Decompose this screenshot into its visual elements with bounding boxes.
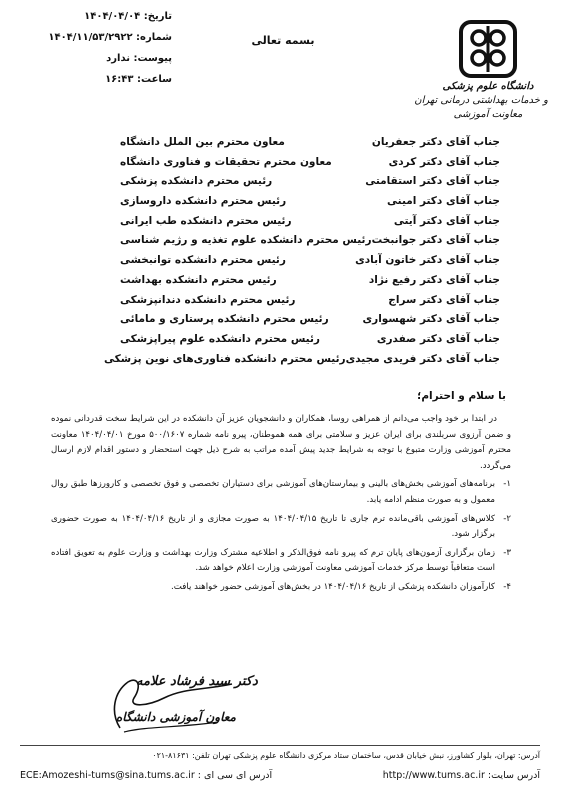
footer-email-label: آدرس ای سی ای : [197, 770, 273, 781]
recipient-name: جناب آقای دکتر کردی [388, 155, 500, 168]
list-item [51, 512, 511, 543]
recipient-title: رئیس محترم دانشکده طب ایرانی [120, 214, 292, 227]
recipient-name: جناب آقای دکتر سراج [388, 293, 500, 306]
signatory-name: دکتر سید فرشاد علامه [136, 674, 258, 689]
recipient-row [40, 313, 500, 333]
recipient-row [40, 234, 500, 254]
basmala-heading: بسمه تعالی [251, 34, 315, 47]
list-item [51, 477, 511, 508]
list-item-number: ۳- [503, 547, 511, 558]
recipient-name: جناب آقای دکتر جوانبخت [371, 234, 500, 247]
list-item-text: برنامه‌های آموزشی بخش‌های بالینی و بیمارستان‌های آموزشی برای دستیاران تخصصی و فوق تخصصی و کارورزها طبق روال معمول و به صورت منظم ادامه یابد. [51, 479, 495, 505]
letter-time: ساعت: ۱۶:۴۳ [105, 74, 172, 85]
footer-site-link[interactable]: http://www.tums.ac.ir [382, 770, 485, 781]
list-item-text: کلاس‌های آموزشی باقی‌مانده ترم جاری تا تاریخ ۱۴۰۴/۰۴/۱۵ به صورت مجازی و از تاریخ ۱۴۰۴/۰۴/۱۶ به صورت حضوری برگزار شود. [51, 513, 495, 540]
list-item [51, 580, 511, 596]
recipient-title: معاون محترم بین الملل دانشگاه [120, 136, 285, 148]
signatory-role: معاون آموزشی دانشگاه [116, 710, 236, 724]
list-item-text: زمان برگزاری آزمون‌های پایان ترم که پیرو نامه فوق‌الذکر و اطلاعیه مشترک وزارت بهداشت و وزارت علوم به تعویق افتاده است متعاقباً توسط مرکز خدمات آموزشی معاونت آموزشی وزارت اعلام خواهد شد. [51, 547, 495, 574]
recipient-name: جناب آقای دکتر فریدی مجیدی [345, 352, 500, 365]
footer-address: آدرس: تهران، بلوار کشاورز، نبش خیابان قدس، ساختمان ستاد مرکزی دانشگاه علوم پزشکی تهران تلفن: ۸۱۶۳۱-۰۲۱ [152, 751, 540, 760]
recipient-title: رئیس محترم دانشکده پزشکی [120, 175, 273, 188]
letter-attachment: پیوست: ندارد [106, 53, 172, 64]
footer-site-label: آدرس سایت: [487, 770, 540, 781]
recipient-title: رئیس محترم دانشکده دندانپزشکی [120, 293, 296, 306]
university-name-line-3: معاونت آموزشی [453, 109, 523, 120]
recipient-name: جناب آقای دکتر خاتون آبادی [355, 254, 500, 267]
list-item-number: ۲- [503, 513, 511, 524]
recipient-row [40, 175, 500, 195]
signature-block [108, 668, 258, 738]
list-item [51, 546, 511, 577]
recipient-name: جناب آقای دکتر استقامتی [365, 175, 500, 188]
recipients-list [40, 136, 500, 372]
recipient-row [40, 274, 500, 294]
recipient-name: جناب آقای دکتر رفیع نژاد [368, 273, 500, 286]
recipient-title: رئیس محترم دانشکده علوم تغذیه و رژیم شناسی [120, 234, 372, 247]
recipient-title: رئیس محترم دانشکده فناوری‌های نوین پزشکی [104, 352, 346, 365]
recipient-row [40, 294, 500, 314]
intro-paragraph: در ابتدا بر خود واجب می‌دانم از همراهی روسا، همکاران و دانشجویان عزیز آن دانشکده در این شرایط سخت قدردانی نموده و ضمن آرزوی سربلندی برای ایران عزیز و سلامتی برای همه هموطنان، پیرو نامه شماره ۵۰۰/۱۶۰۷ مورخ ۱۴۰۴/۰۴/۰۱ معاونت محترم آموزشی وزارت متبوع با توجه به شرایط جدید پیش آمده مراتب به شرح ذیل جهت استحضار و دستور اقدام لازم ارسال می‌گردد. [51, 414, 511, 471]
letter-body [51, 412, 511, 599]
university-logo-icon [457, 18, 519, 80]
recipient-row [40, 215, 500, 235]
recipient-title: رئیس محترم دانشکده علوم پیراپزشکی [120, 332, 320, 345]
recipient-title: رئیس محترم دانشکده توانبخشی [120, 254, 286, 267]
recipient-name: جناب آقای دکتر آیتی [393, 214, 500, 227]
recipient-row [40, 156, 500, 176]
greeting: با سلام و احترام؛ [417, 390, 506, 402]
letter-meta [22, 6, 172, 90]
footer-email [20, 770, 272, 781]
recipient-name: جناب آقای دکتر جعفریان [371, 136, 500, 148]
recipient-title: رئیس محترم دانشکده داروسازی [120, 195, 287, 208]
university-name-line-1: دانشگاه علوم پزشکی [442, 81, 534, 92]
letter-date: تاریخ: ۱۴۰۴/۰۴/۰۴ [84, 11, 172, 22]
recipient-name: جناب آقای دکتر امینی [387, 195, 500, 208]
letter-number: شماره: ۱۴۰۴/۱۱/۵۳/۲۹۲۲ [48, 32, 172, 43]
recipient-row [40, 333, 500, 353]
recipient-title: رئیس محترم دانشکده پرستاری و مامائی [120, 313, 329, 326]
footer-email-link[interactable]: ECE:Amozeshi-tums@sina.tums.ac.ir [20, 770, 195, 781]
recipient-title: معاون محترم تحقیقات و فناوری دانشگاه [120, 155, 332, 168]
list-item-number: ۴- [503, 581, 511, 592]
recipient-name: جناب آقای دکتر صفدری [376, 332, 500, 345]
recipient-row [40, 136, 500, 156]
letter-footer [20, 745, 540, 781]
list-item-number: ۱- [503, 479, 511, 490]
recipient-title: رئیس محترم دانشکده بهداشت [120, 273, 277, 286]
university-name-line-2: و خدمات بهداشتی درمانی تهران [414, 95, 548, 106]
recipient-name: جناب آقای دکتر شهسواری [362, 313, 500, 326]
list-item-text: کارآموزان دانشکده پزشکی از تاریخ ۱۴۰۴/۰۴/۱۶ در بخش‌های آموزشی حضور خواهند یافت. [171, 581, 495, 592]
recipient-row [40, 353, 500, 373]
footer-site [383, 770, 540, 781]
recipient-row [40, 254, 500, 274]
footer-web-row [20, 770, 540, 781]
recipient-row [40, 195, 500, 215]
